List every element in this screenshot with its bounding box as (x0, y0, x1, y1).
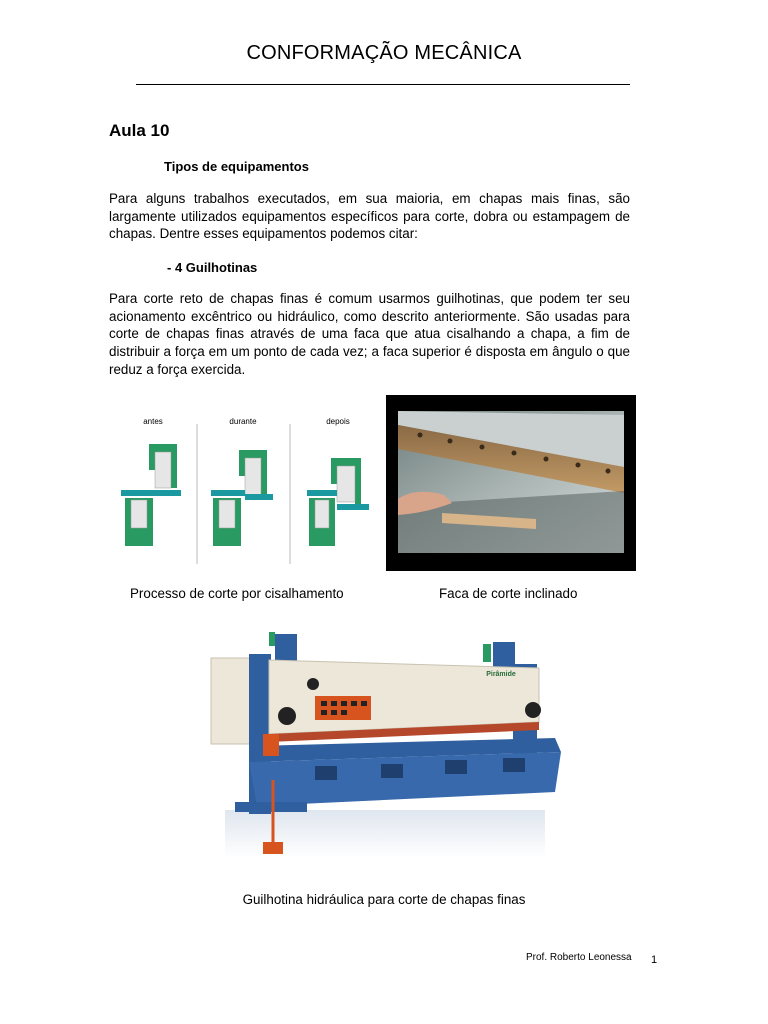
caption-inclined-blade: Faca de corte inclinado (439, 586, 578, 601)
label-after: depois (326, 417, 350, 426)
die-insert (315, 500, 329, 528)
foot-pedal (263, 842, 283, 854)
sheet-left (307, 490, 337, 496)
shear-diagram-svg (109, 406, 373, 566)
machine-svg (205, 630, 565, 860)
label-before: antes (143, 417, 163, 426)
caption-hydraulic-guillotine: Guilhotina hidráulica para corte de chapas finas (242, 892, 526, 907)
blade-photo-svg (386, 395, 636, 571)
sheet (121, 490, 181, 496)
right-knob (525, 702, 541, 718)
punch (245, 458, 261, 496)
header-rule (136, 84, 630, 85)
lesson-title: Aula 10 (109, 121, 170, 140)
inclined-blade-photo (386, 395, 636, 571)
electrical-cabinet (211, 658, 251, 744)
right-valve (483, 644, 491, 662)
die-insert (131, 500, 147, 528)
paragraph-guillotines: Para corte reto de chapas finas é comum usarmos guilhotinas, que podem ter seu acionamento excêntrico ou hidráulico, como descrito anteriormente. São usadas para corte de chapas finas através de uma faca que atua cisalhando a chapa, a fim de distribuir a força em um ponto de cada vez; a faca superior é disposta em ângulo o que reduz a força exercida. (109, 291, 630, 377)
section-heading-guillotines: - 4 Guilhotinas (167, 260, 258, 275)
section-heading-equipment-types: Tipos de equipamentos (164, 159, 309, 174)
stage-before (121, 444, 181, 546)
stage-after (307, 458, 369, 546)
caption-shear-process: Processo de corte por cisalhamento (130, 586, 344, 601)
base-foot (235, 802, 307, 812)
gauge (307, 678, 319, 690)
sheet-left (211, 490, 245, 496)
sheet-right (245, 494, 273, 500)
label-during: durante (229, 417, 257, 426)
left-valve (269, 632, 275, 646)
footer-page-number: 1 (651, 954, 658, 966)
machine-brand: Pirâmide (486, 671, 516, 678)
punch (337, 466, 355, 502)
hydraulic-guillotine-photo (205, 630, 565, 860)
side-guard (263, 734, 279, 756)
punch (155, 452, 171, 488)
die-insert (219, 500, 235, 528)
page-header-title: CONFORMAÇÃO MECÂNICA (246, 42, 522, 64)
sheet-cut (337, 504, 369, 510)
stage-during (211, 450, 273, 546)
shear-process-diagram (109, 406, 373, 566)
footer-author: Prof. Roberto Leonessa (526, 952, 632, 963)
control-panel (315, 696, 371, 720)
left-knob (278, 707, 296, 725)
paragraph-intro: Para alguns trabalhos executados, em sua maioria, em chapas mais finas, são largamente utilizados equipamentos específicos para corte, dobra ou estampagem de chapas. Dentre esses equipamentos podemos citar: (109, 191, 630, 242)
